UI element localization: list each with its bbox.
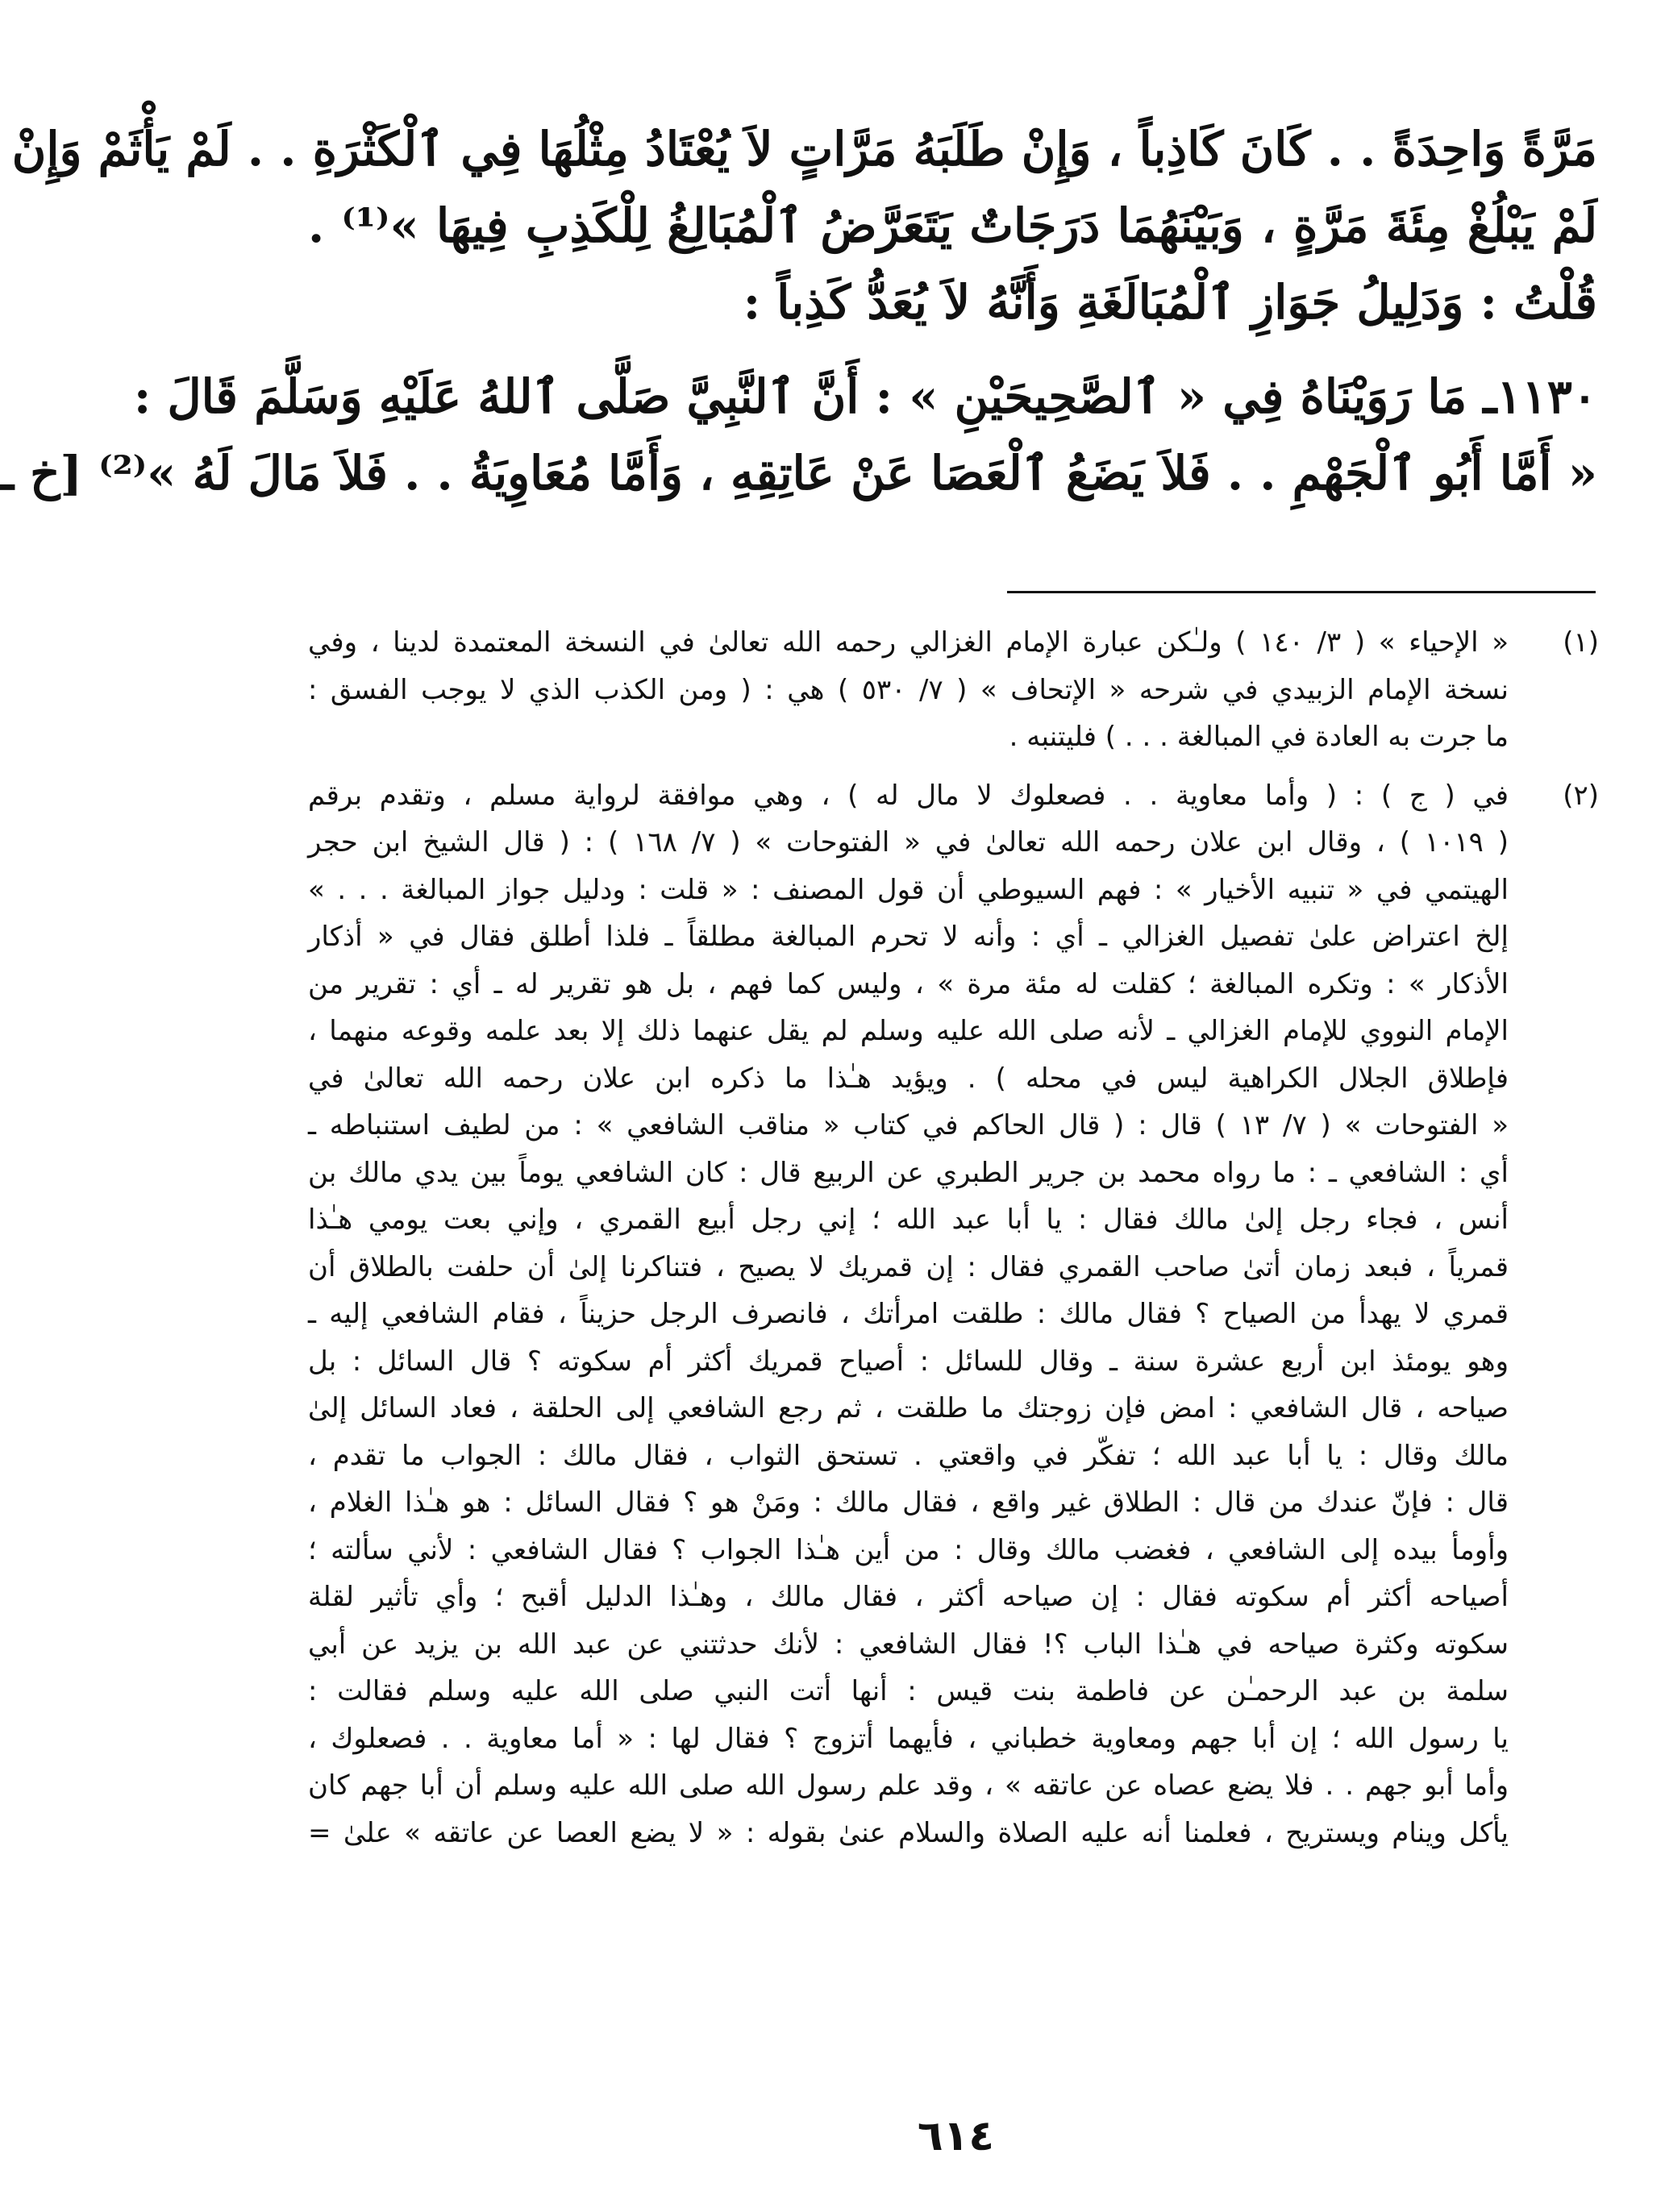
footnote-line: وأما أبو جهم . . فلا يضع عصاه عن عاتقه » ، وقد علم رسول الله صلى الله عليه وسلم أن أبا جهم كان — [308, 1769, 1509, 1802]
main-line-qult: قُلْتُ : وَدَلِيلُ جَوَازِ ٱلْمُبَالَغَةِ وَأَنَّهُ لاَ يُعَدُّ كَذِباً : — [743, 275, 1597, 330]
footnote-line: سكوته وكثرة صياحه في هـٰذا الباب ؟! فقال الشافعي : لأنك حدثتني عن عبد الله بن يزيد عن أبي — [308, 1628, 1509, 1661]
footnote-number: (١) — [1563, 626, 1599, 659]
footnote-line: ما جرت به العادة في المبالغة . . . ) فليتنبه . — [1009, 721, 1509, 753]
main-line: « أَمَّا أَبُو ٱلْجَهْمِ . . فَلاَ يَضَعُ ٱلْعَصَا عَنْ عَاتِقِهِ ، وَأَمَّا مُعَاوِيَةُ . . فَلاَ مَالَ لَهُ »⁽²⁾ [خ ـ — [0, 446, 1597, 501]
footnote-line: الإمام النووي للإمام الغزالي ـ لأنه صلى الله عليه وسلم لم يقل عنهما ذلك إلا بعد علمه وقوعه منهما ، — [308, 1015, 1509, 1047]
footnote-line: في ( ج ) : ( وأما معاوية . . فصعلوك لا مال له ) ، وهي موافقة لرواية مسلم ، وتقدم برقم — [308, 779, 1509, 812]
main-text — [0, 111, 1597, 512]
main-line: مَرَّةً وَاحِدَةً . . كَانَ كَاذِباً ، وَإِنْ طَلَبَهُ مَرَّاتٍ لاَ يُعْتَادُ مِثْلُهَا فِي ٱلْكَثْرَةِ . . لَمْ يَأْثَمْ وَإِنْ — [11, 122, 1597, 177]
footnote-line: قمري لا يهدأ من الصياح ؟ فقال مالك : طلقت امرأتك ، فانصرف الرجل حزيناً ، فقام الشافعي إليه ـ — [308, 1298, 1509, 1330]
footnote-line: أي : الشافعي ـ : ما رواه محمد بن جرير الطبري عن الربيع قال : كان الشافعي يوماً بين يدي مالك بن — [308, 1156, 1509, 1189]
footnote-2 — [308, 772, 1599, 1857]
footnote-line: أنس ، فجاء رجل إلىٰ مالك فقال : يا أبا عبد الله ؛ إني رجل أبيع القمري ، وإني بعت يومي هـٰذا — [308, 1204, 1509, 1236]
footnote-line: نسخة الإمام الزبيدي في شرحه « الإتحاف » ( ٧/ ٥٣٠ ) هي : ( ومن الكذب الذي لا يوجب الفسق : — [308, 673, 1509, 706]
footnote-line: أصياحه أكثر أم سكوته فقال : إن صياحه أكثر ، فقال مالك ، وهـٰذا الدليل أقبح ؛ وأي تأثير لقلة — [308, 1581, 1509, 1613]
footnote-line: « الفتوحات » ( ٧/ ١٣ ) قال : ( قال الحاكم في كتاب « مناقب الشافعي » : من لطيف استنباطه ـ — [308, 1109, 1509, 1141]
footnote-line: يا رسول الله ؛ إن أبا جهم ومعاوية خطباني ، فأيهما أتزوج ؟ فقال لها : « أما معاوية . . فصعلوك ، — [308, 1722, 1509, 1755]
main-line-hadith: ١١٣٠ـ مَا رَوَيْنَاهُ فِي « ٱلصَّحِيحَيْنِ » : أَنَّ ٱلنَّبِيَّ صَلَّى ٱللهُ عَلَيْهِ وَسَلَّمَ قَالَ : — [133, 369, 1597, 424]
footnote-line: ( ١٠١٩ ) ، وقال ابن علان رحمه الله تعالىٰ في « الفتوحات » ( ٧/ ١٦٨ ) : ( قال الشيخ ابن حجر — [308, 826, 1509, 859]
footnote-line: يأكل وينام ويستريح ، فعلمنا أنه عليه الصلاة والسلام عنىٰ بقوله : « لا يضع العصا عن عاتقه » علىٰ = — [308, 1816, 1509, 1849]
footnote-separator — [1007, 591, 1596, 593]
page-number: ٦١٤ — [917, 2112, 995, 2160]
footnote-line: مالك وقال : يا أبا عبد الله ؛ تفكّر في واقعتي . تستحق الثواب ، فقال مالك : الجواب ما تقدم ، — [308, 1439, 1509, 1472]
footnote-line: الأذكار » : وتكره المبالغة ؛ كقلت له مئة مرة » ، وليس كما فهم ، بل هو تقرير له ـ أي : تقرير من — [308, 967, 1509, 1000]
footnote-1 — [308, 619, 1599, 761]
footnote-line: صياحه ، قال الشافعي : امض فإن زوجتك ما طلقت ، ثم رجع الشافعي إلى الحلقة ، فعاد السائل إلىٰ — [308, 1392, 1509, 1424]
footnote-line: إلخ اعتراض علىٰ تفصيل الغزالي ـ أي : وأنه لا تحرم المبالغة مطلقاً ـ فلذا أطلق فقال في « أذكار — [308, 921, 1509, 953]
footnote-number: (٢) — [1563, 779, 1599, 812]
footnote-line: فإطلاق الجلال الكراهية ليس في محله ) . ويؤيد هـٰذا ما ذكره ابن علان رحمه الله تعالىٰ في — [308, 1062, 1509, 1095]
footnote-line: وهو يومئذ ابن أربع عشرة سنة ـ وقال للسائل : أصياح قمريك أكثر أم سكوته ؟ قال السائل : بل — [308, 1345, 1509, 1378]
footnote-line: قمرياً ، فبعد زمان أتىٰ صاحب القمري فقال : إن قمريك لا يصيح ، فتناكرنا إلىٰ أن حلفت بالطلاق أن — [308, 1250, 1509, 1283]
footnote-line: سلمة بن عبد الرحمـٰن عن فاطمة بنت قيس : أنها أتت النبي صلى الله عليه وسلم فقالت : — [308, 1675, 1509, 1707]
footnote-line: وأومأ بيده إلى الشافعي ، فغضب مالك وقال : من أين هـٰذا الجواب ؟ فقال الشافعي : لأني سألته ؛ — [308, 1533, 1509, 1566]
footnote-line: « الإحياء » ( ٣/ ١٤٠ ) ولـٰكن عبارة الإمام الغزالي رحمه الله تعالىٰ في النسخة المعتمدة لدينا ، وفي — [308, 626, 1509, 659]
footnote-line: الهيتمي في « تنبيه الأخيار » : فهم السيوطي أن قول المصنف : « قلت : ودليل جواز المبالغة . . . » — [308, 873, 1509, 906]
footnotes — [308, 619, 1599, 1856]
main-line: لَمْ يَبْلُغْ مِئَةَ مَرَّةٍ ، وَبَيْنَهُمَا دَرَجَاتٌ يَتَعَرَّضُ ٱلْمُبَالِغُ لِلْكَذِبِ فِيهَا »⁽¹⁾ . — [308, 198, 1597, 253]
footnote-line: قال : فإنّ عندك من قال : الطلاق غير واقع ، فقال مالك : ومَنْ هو ؟ فقال السائل : هو هـٰذا الغلام ، — [308, 1486, 1509, 1519]
